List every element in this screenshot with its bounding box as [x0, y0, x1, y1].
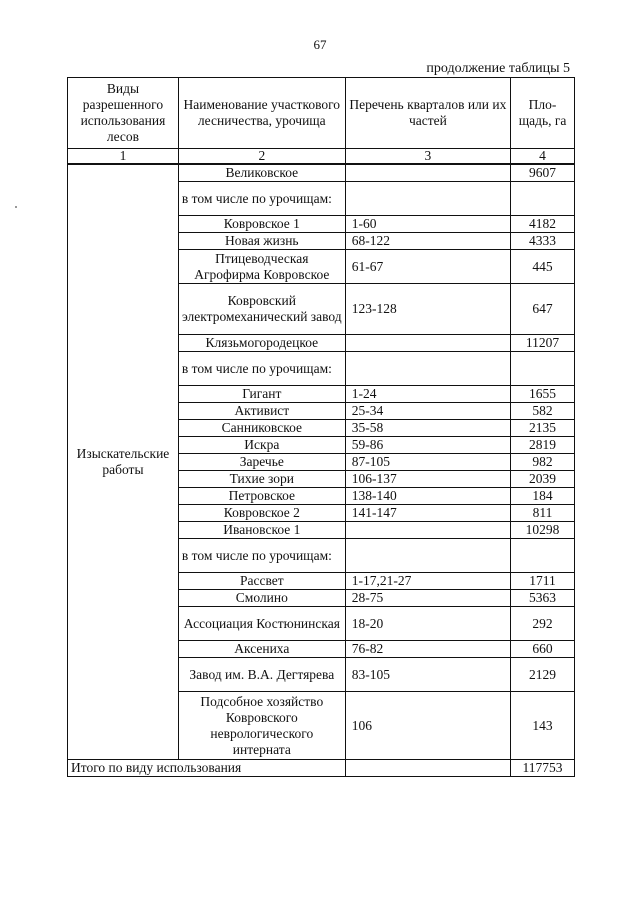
quarters-cell: 1-24 — [345, 386, 510, 403]
tract-name: Заречье — [178, 454, 345, 471]
forestry-name: Ивановское 1 — [178, 522, 345, 539]
quarters-cell: 76-82 — [345, 641, 510, 658]
quarters-cell: 1-17,21-27 — [345, 573, 510, 590]
area-cell: 2819 — [511, 437, 575, 454]
tract-name: Завод им. В.А. Дегтярева — [178, 658, 345, 692]
page-number: 67 — [313, 37, 327, 52]
column-number: 2 — [178, 149, 345, 165]
forestry-name: Клязьмогородецкое — [178, 335, 345, 352]
area-cell: 1711 — [511, 573, 575, 590]
total-area: 117753 — [511, 760, 575, 777]
quarters-cell: 138-140 — [345, 488, 510, 505]
tract-name: Ассоциация Костюнинская — [178, 607, 345, 641]
tract-name: Рассвет — [178, 573, 345, 590]
area-cell — [511, 182, 575, 216]
area-cell: 184 — [511, 488, 575, 505]
subtotal-caption: в том числе по урочищам: — [178, 182, 345, 216]
table-body — [68, 164, 575, 777]
tract-name: Птицеводческая Агрофирма Ковровское — [178, 250, 345, 284]
tract-name: Смолино — [178, 590, 345, 607]
quarters-cell: 68-122 — [345, 233, 510, 250]
area-cell: 660 — [511, 641, 575, 658]
area-cell: 292 — [511, 607, 575, 641]
area-cell — [511, 539, 575, 573]
quarters-cell: 35-58 — [345, 420, 510, 437]
header-forestry-name: Наименование участкового лесничества, урочища — [178, 78, 345, 149]
total-quarters — [345, 760, 510, 777]
quarters-cell — [345, 335, 510, 352]
quarters-cell: 59-86 — [345, 437, 510, 454]
area-cell: 445 — [511, 250, 575, 284]
quarters-cell: 18-20 — [345, 607, 510, 641]
header-use-type: Виды разрешенного использования лесов — [68, 78, 179, 149]
area-cell: 4182 — [511, 216, 575, 233]
header-area: Пло-щадь, га — [511, 78, 575, 149]
table-row — [68, 164, 575, 182]
quarters-cell: 28-75 — [345, 590, 510, 607]
tract-name: Ковровский электромеханический завод — [178, 284, 345, 335]
quarters-cell: 106-137 — [345, 471, 510, 488]
tract-name: Петровское — [178, 488, 345, 505]
quarters-cell: 1-60 — [345, 216, 510, 233]
quarters-cell — [345, 539, 510, 573]
tract-name: Аксениха — [178, 641, 345, 658]
area-cell: 5363 — [511, 590, 575, 607]
total-row — [68, 760, 575, 777]
tract-name: Активист — [178, 403, 345, 420]
area-cell: 143 — [511, 692, 575, 760]
subtotal-caption: в том числе по урочищам: — [178, 539, 345, 573]
forestry-name: Великовское — [178, 164, 345, 182]
scan-speck — [15, 206, 17, 208]
subtotal-caption: в том числе по урочищам: — [178, 352, 345, 386]
area-cell: 582 — [511, 403, 575, 420]
tract-name: Тихие зори — [178, 471, 345, 488]
quarters-cell — [345, 522, 510, 539]
quarters-cell: 141-147 — [345, 505, 510, 522]
total-label: Итого по виду использования — [68, 760, 346, 777]
area-cell: 10298 — [511, 522, 575, 539]
area-cell: 9607 — [511, 164, 575, 182]
column-number: 1 — [68, 149, 179, 165]
area-cell: 2135 — [511, 420, 575, 437]
tract-name: Новая жизнь — [178, 233, 345, 250]
quarters-cell — [345, 182, 510, 216]
tract-name: Санниковское — [178, 420, 345, 437]
tract-name: Ковровское 2 — [178, 505, 345, 522]
quarters-cell: 123-128 — [345, 284, 510, 335]
header-quarters: Перечень кварталов или их частей — [345, 78, 510, 149]
quarters-cell: 25-34 — [345, 403, 510, 420]
tract-name: Ковровское 1 — [178, 216, 345, 233]
forest-use-table — [67, 77, 575, 777]
area-cell: 811 — [511, 505, 575, 522]
area-cell: 1655 — [511, 386, 575, 403]
quarters-cell: 61-67 — [345, 250, 510, 284]
quarters-cell: 83-105 — [345, 658, 510, 692]
quarters-cell — [345, 352, 510, 386]
area-cell: 982 — [511, 454, 575, 471]
quarters-cell: 106 — [345, 692, 510, 760]
column-number: 3 — [345, 149, 510, 165]
quarters-cell — [345, 164, 510, 182]
area-cell — [511, 352, 575, 386]
area-cell: 2039 — [511, 471, 575, 488]
column-number: 4 — [511, 149, 575, 165]
area-cell: 4333 — [511, 233, 575, 250]
use-type-cell: Изыскательские работы — [68, 164, 179, 760]
area-cell: 647 — [511, 284, 575, 335]
table-continuation-caption: продолжение таблицы 5 — [426, 61, 570, 76]
quarters-cell: 87-105 — [345, 454, 510, 471]
area-cell: 11207 — [511, 335, 575, 352]
tract-name: Гигант — [178, 386, 345, 403]
tract-name: Подсобное хозяйство Ковровского неврологического интерната — [178, 692, 345, 760]
area-cell: 2129 — [511, 658, 575, 692]
tract-name: Искра — [178, 437, 345, 454]
